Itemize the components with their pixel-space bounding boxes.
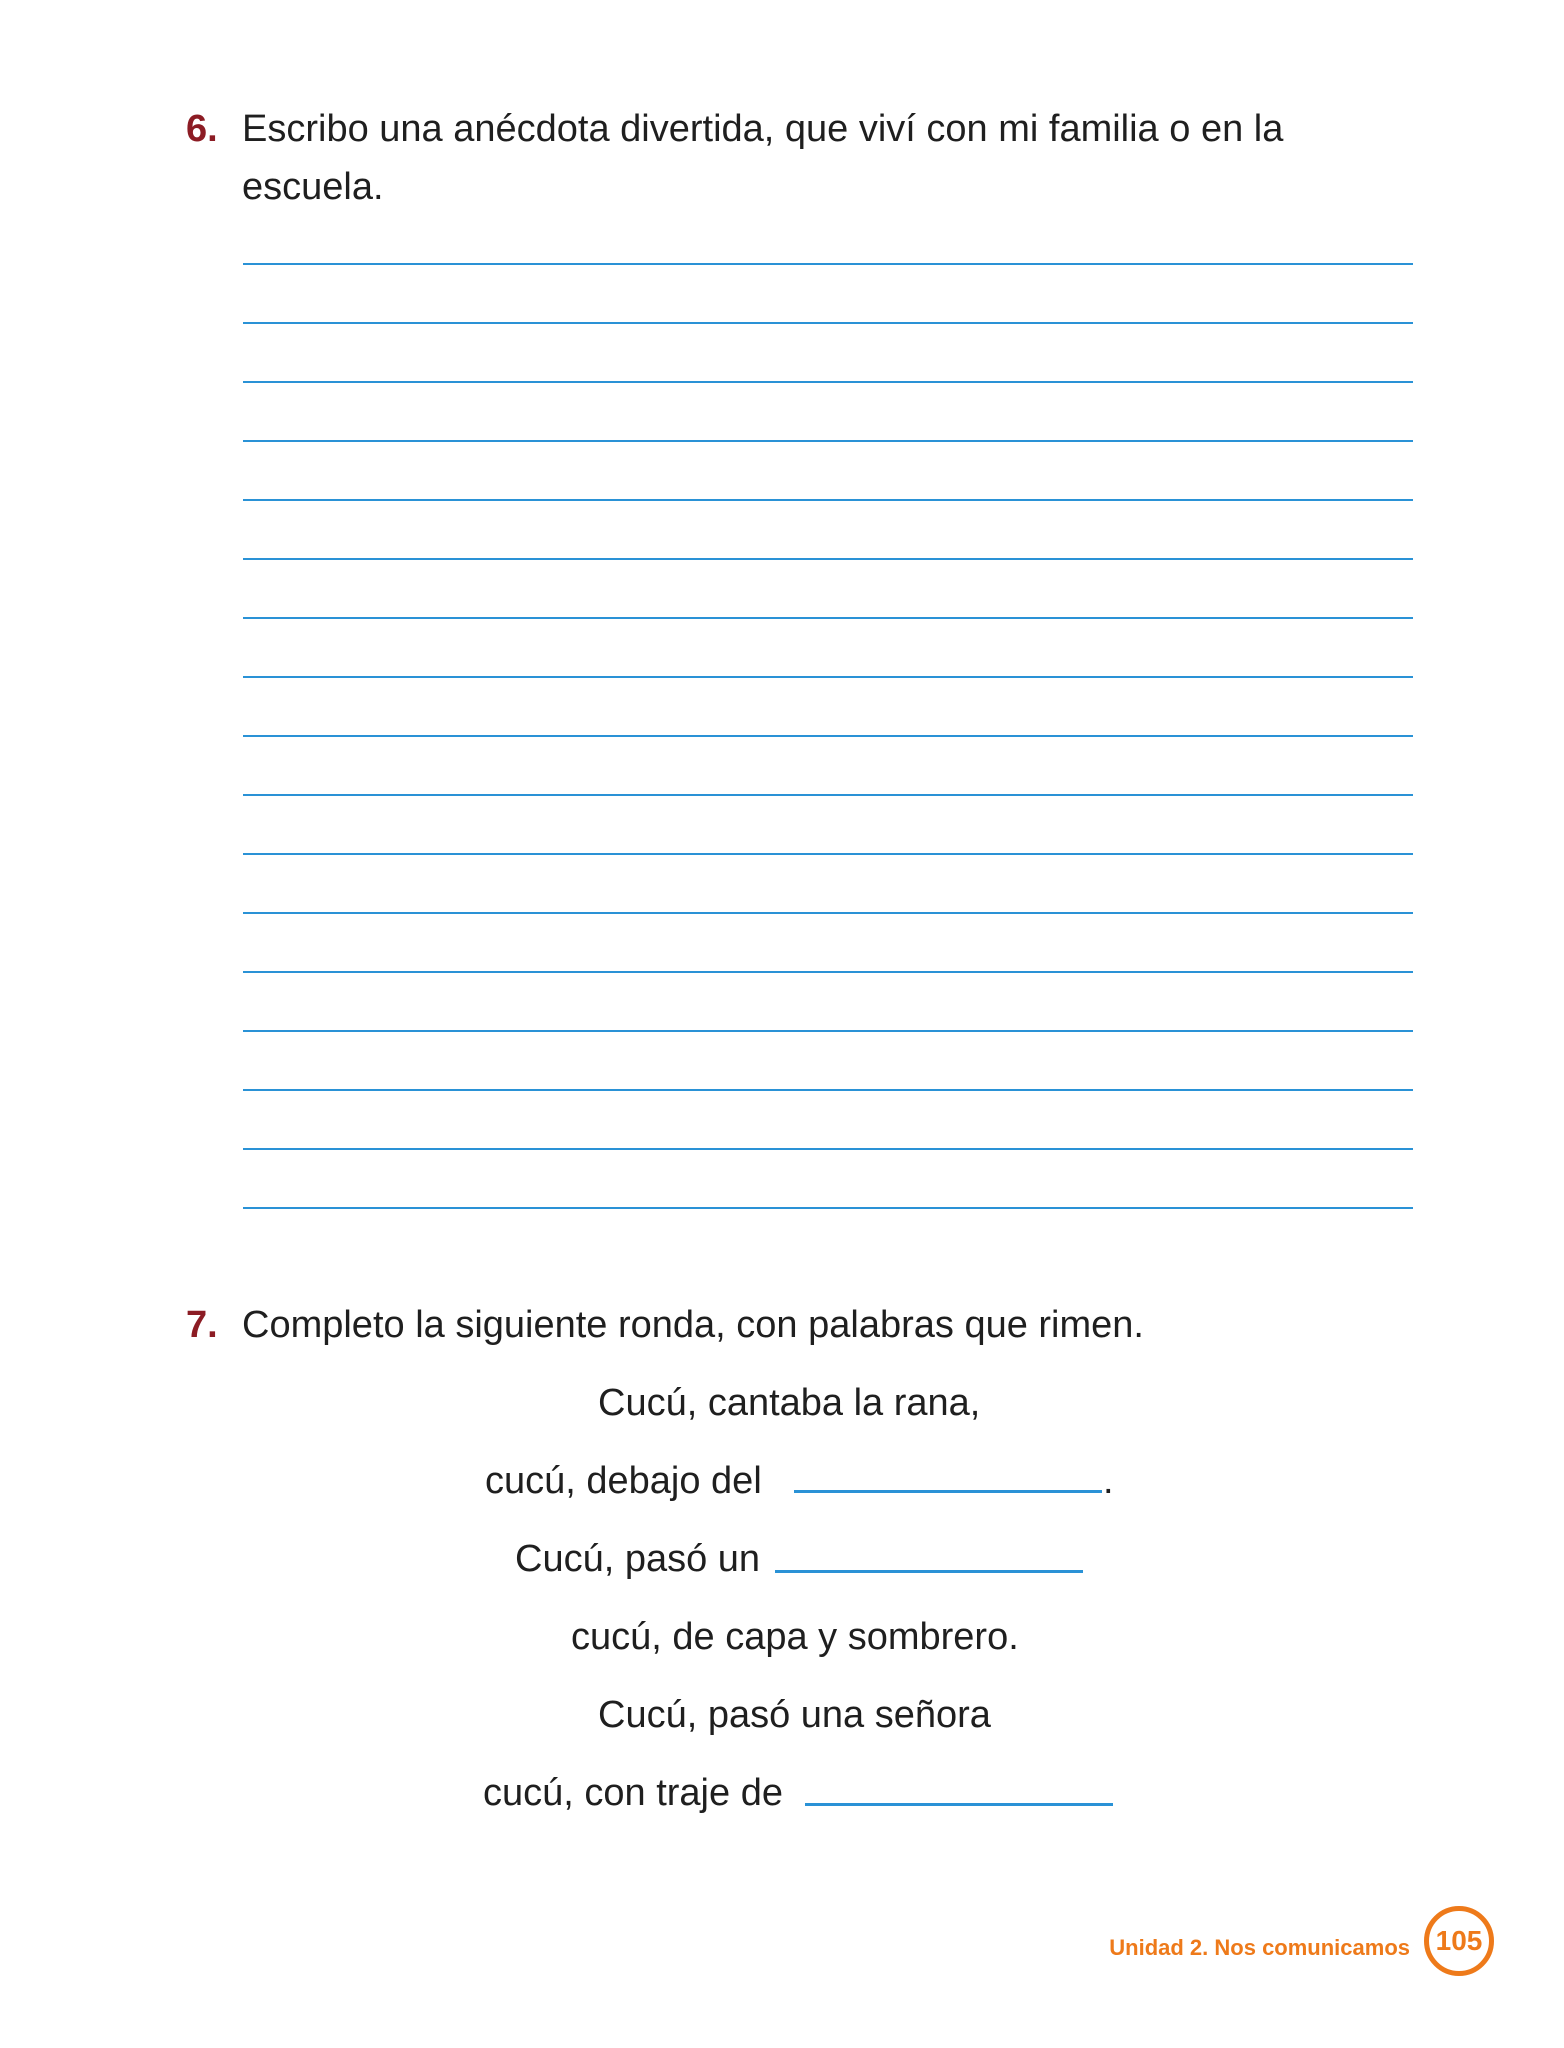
writing-line[interactable]	[243, 1207, 1413, 1209]
writing-line[interactable]	[243, 440, 1413, 442]
verse-6: cucú, con traje de	[483, 1772, 783, 1814]
verse-3: Cucú, pasó un	[515, 1538, 761, 1580]
verse-4: cucú, de capa y sombrero.	[571, 1616, 1019, 1658]
verse-6-blank[interactable]	[805, 1803, 1113, 1806]
writing-line[interactable]	[243, 381, 1413, 383]
writing-line[interactable]	[243, 1148, 1413, 1150]
exercise-6-instruction: Escribo una anécdota divertida, que viví con mi familia o en la escuela.	[242, 108, 1284, 208]
verse-1: Cucú, cantaba la rana,	[598, 1382, 981, 1424]
writing-line[interactable]	[243, 322, 1413, 324]
page-number: 105	[1435, 1925, 1483, 1956]
verse-2-blank[interactable]	[794, 1490, 1102, 1493]
verse-2: cucú, debajo del	[485, 1460, 762, 1502]
exercise-6-number: 6.	[186, 108, 218, 150]
unit-label: Unidad 2. Nos comunicamos	[1109, 1935, 1410, 1960]
exercise-7-instruction: Completo la siguiente ronda, con palabras que rimen.	[242, 1304, 1144, 1346]
verse-5: Cucú, pasó una señora	[598, 1694, 991, 1736]
writing-line[interactable]	[243, 735, 1413, 737]
writing-line[interactable]	[243, 558, 1413, 560]
writing-line[interactable]	[243, 263, 1413, 265]
writing-line[interactable]	[243, 499, 1413, 501]
verse-3-blank[interactable]	[775, 1570, 1083, 1573]
verse-2-period: .	[1103, 1460, 1114, 1502]
writing-line[interactable]	[243, 676, 1413, 678]
writing-line[interactable]	[243, 617, 1413, 619]
writing-line[interactable]	[243, 853, 1413, 855]
writing-line[interactable]	[243, 971, 1413, 973]
page-number-badge	[1424, 1906, 1494, 1976]
writing-line[interactable]	[243, 1030, 1413, 1032]
writing-line[interactable]	[243, 794, 1413, 796]
writing-line[interactable]	[243, 912, 1413, 914]
writing-line[interactable]	[243, 1089, 1413, 1091]
exercise-7-number: 7.	[186, 1304, 218, 1346]
